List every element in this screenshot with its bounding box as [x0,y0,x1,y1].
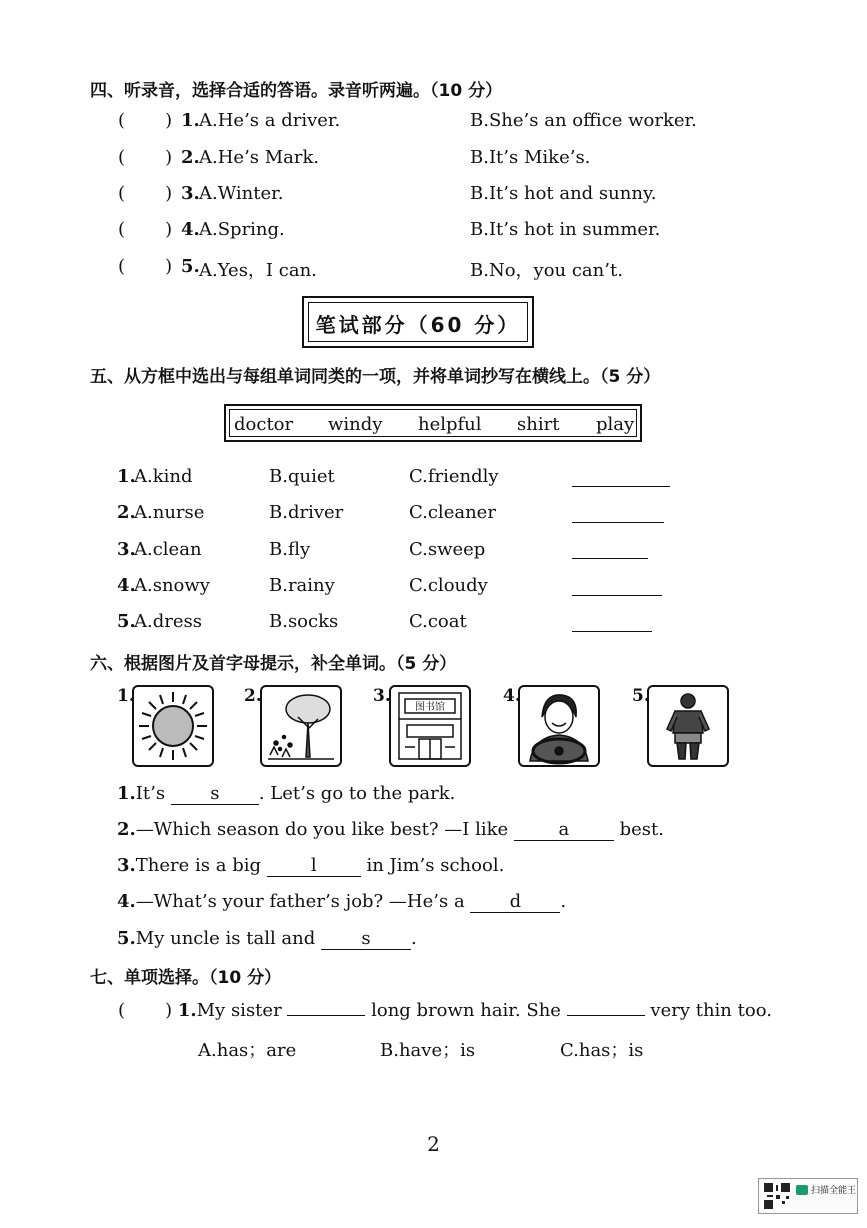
answer-paren: ( ) [118,219,173,240]
item-number: 4. [181,219,200,240]
scanner-watermark [758,1178,858,1214]
library-picture [389,685,471,767]
sentence-text: —What’s your father’s job? —He’s a [135,891,471,912]
option-b: B.rainy [269,575,335,596]
section-7-title: 七、单项选择。（10 分） [90,968,282,988]
driver-picture [518,685,600,767]
option-a: A.He’s a driver. [199,110,341,131]
answer-paren: ( ) [118,147,173,168]
answer-line[interactable] [572,558,648,559]
picture-number: 4. [503,686,521,706]
strong-man-picture [647,685,729,767]
option-c: C.sweep [409,539,486,560]
option-b: B.It’s hot in summer. [470,219,661,240]
option-b: B.It’s Mike’s. [470,147,591,168]
option-b: B.No，you can’t. [470,260,623,281]
option-a: A.clean [134,539,202,560]
option-b: B.It’s hot and sunny. [470,183,657,204]
item-number: 5. [117,928,136,949]
option-a: A.He’s Mark. [199,147,320,168]
library-sign: 图书馆 [415,702,445,713]
section-4-title: 四、听录音，选择合适的答语。录音听两遍。（10 分） [90,81,503,101]
picture-number: 3. [373,686,391,706]
written-part-banner [302,296,534,348]
answer-blank[interactable] [567,1015,645,1016]
option-a: A.Spring. [199,219,285,240]
sentence-text: There is a big [135,855,267,876]
tree-icon [262,687,340,765]
picture-number: 2. [244,686,262,706]
qr-code-icon [762,1181,792,1211]
strong-man-icon [649,687,727,765]
question-text: very thin too. [644,1000,772,1021]
fill-sentence-2 [117,819,664,841]
item-number: 1. [117,466,136,487]
question-1 [118,1000,772,1021]
item-number: 5. [117,611,136,632]
autumn-tree-picture [260,685,342,767]
item-number: 2. [117,819,136,840]
item-number: 3. [117,855,136,876]
option-a: A.nurse [134,502,205,523]
item-number: 4. [117,891,136,912]
answer-paren: ( ) [118,183,173,204]
app-logo-icon [796,1185,808,1195]
word-box-word: play [596,414,635,435]
sun-picture [132,685,214,767]
answer-blank[interactable]: a [514,819,614,841]
sentence-text: in Jim’s school. [360,855,505,876]
section-5-title: 五、从方框中选出与每组单词同类的一项，并将单词抄写在横线上。（5 分） [90,367,661,387]
fill-sentence-4 [117,891,566,913]
sentence-text: My uncle is tall and [135,928,321,949]
choice-c: C.has；is [560,1040,644,1061]
option-c: C.friendly [409,466,499,487]
answer-blank[interactable]: l [267,855,361,877]
word-box-word: windy [328,414,383,435]
answer-paren: ( ) [118,256,173,277]
option-b: B.fly [269,539,311,560]
fill-sentence-1 [117,783,455,805]
sun-icon [134,687,212,765]
driver-icon [520,687,598,765]
sentence-text: . [411,928,417,949]
question-text: My sister [196,1000,288,1021]
answer-blank[interactable]: s [171,783,259,805]
item-number: 1. [117,783,136,804]
sentence-text: —Which season do you like best? —I like [135,819,514,840]
banner-title: 笔试部分（60 分） [315,313,521,337]
section-6-title: 六、根据图片及首字母提示，补全单词。（5 分） [90,654,457,674]
answer-line[interactable] [572,522,664,523]
item-number: 1. [177,1000,197,1021]
word-box [224,404,642,442]
item-number: 2. [181,147,200,168]
fill-sentence-5 [117,928,417,950]
item-number: 2. [117,502,136,523]
option-c: C.cloudy [409,575,488,596]
scanner-app-name: 扫描全能王 [811,1186,857,1196]
item-number: 1. [181,110,200,131]
option-b: B.She’s an office worker. [470,110,697,131]
page-number: 2 [427,1132,440,1156]
item-number: 5. [181,256,200,277]
option-b: B.socks [269,611,339,632]
option-b: B.driver [269,502,344,523]
answer-blank[interactable]: d [470,891,560,913]
option-b: B.quiet [269,466,335,487]
item-number: 3. [117,539,136,560]
answer-line[interactable] [572,631,652,632]
item-number: 4. [117,575,136,596]
answer-line[interactable] [572,595,662,596]
option-a: A.kind [134,466,193,487]
word-box-word: shirt [517,414,560,435]
answer-line[interactable] [572,486,670,487]
question-text: long brown hair. She [365,1000,567,1021]
option-a: A.snowy [134,575,210,596]
option-a: A.dress [134,611,202,632]
option-a: A.Winter. [199,183,284,204]
answer-paren: ( ) [118,110,173,131]
choice-b: B.have；is [380,1040,476,1061]
fill-sentence-3 [117,855,504,877]
picture-number: 1. [117,686,135,706]
word-box-word: doctor [234,414,294,435]
sentence-text: . [560,891,567,912]
option-c: C.cleaner [409,502,496,523]
option-c: C.coat [409,611,467,632]
choice-a: A.has；are [198,1040,297,1061]
word-box-word: helpful [418,414,482,435]
picture-number: 5. [632,686,650,706]
option-a: A.Yes，I can. [199,260,317,281]
item-number: 3. [181,183,200,204]
answer-paren: ( ) [118,1000,178,1021]
sentence-text: best. [613,819,664,840]
answer-blank[interactable] [287,1015,365,1016]
answer-blank[interactable]: s [321,928,411,950]
sentence-text: It’s [135,783,171,804]
library-building-icon [391,687,469,765]
sentence-text: . Let’s go to the park. [258,783,456,804]
